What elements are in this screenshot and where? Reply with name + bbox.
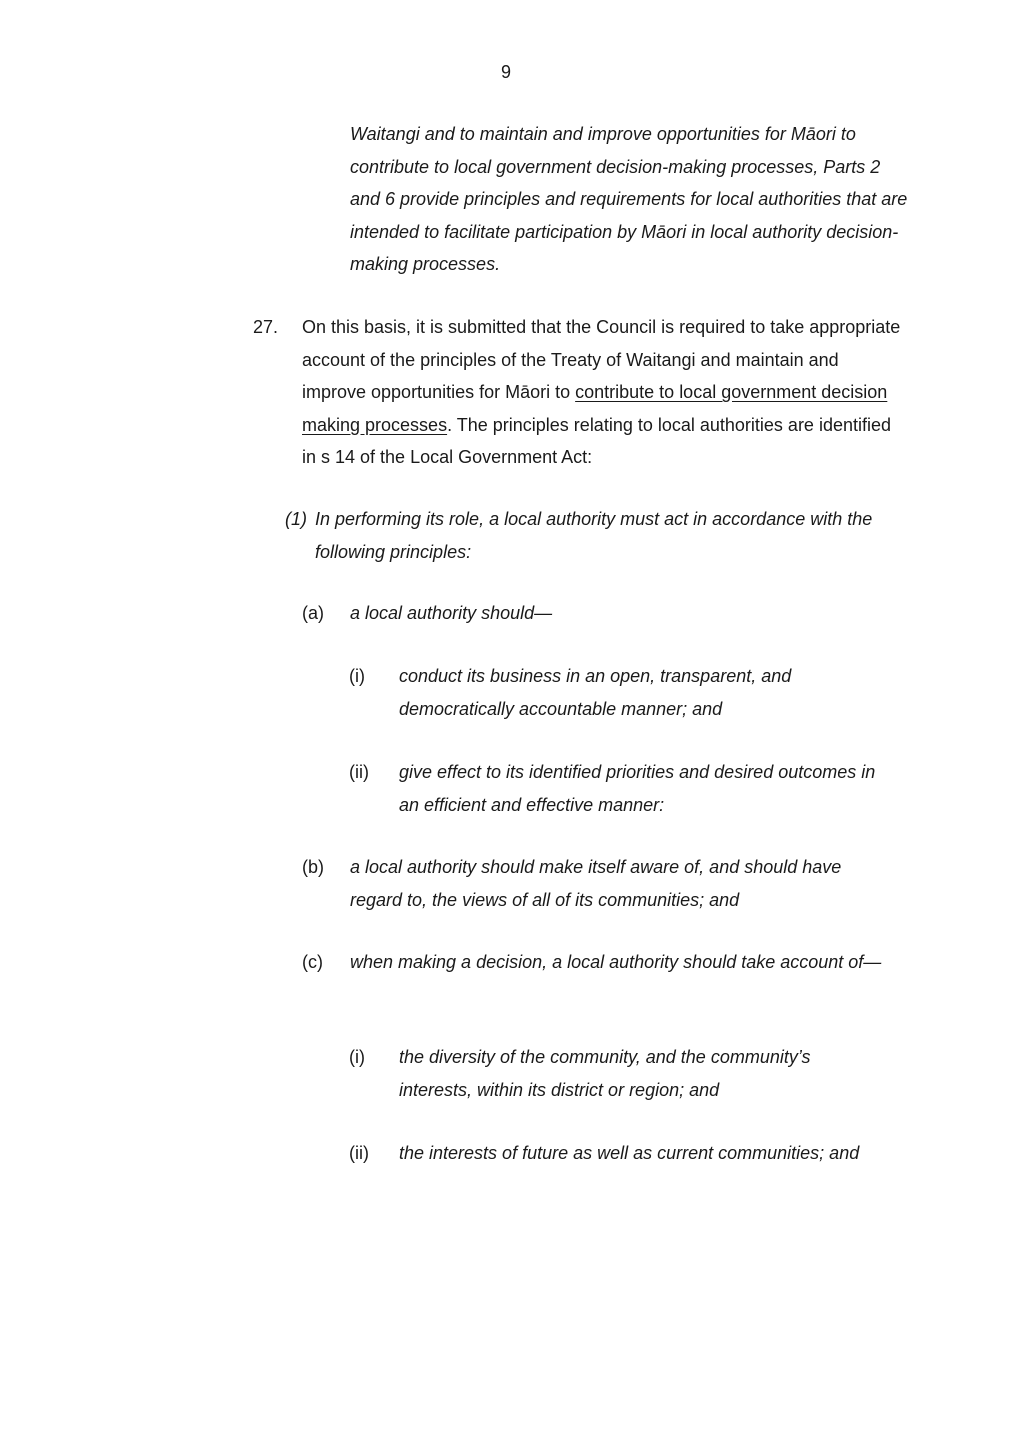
item-c-sub-ii-label: (ii) — [349, 1143, 369, 1163]
item-a-sub-i-text: conduct its business in an open, transparent, and democratically accountable manner; and — [399, 666, 792, 719]
item-a-sub-i-label: (i) — [349, 666, 365, 686]
item-c-sub-i-label: (i) — [349, 1047, 365, 1067]
item-a-sub-ii-text: give effect to its identified priorities and desired outcomes in an efficient and effective manner: — [399, 762, 876, 815]
item-a-sub-ii-label: (ii) — [349, 762, 369, 782]
item-c-sub-ii-text: the interests of future as well as current communities; and — [399, 1143, 860, 1163]
item-b-text: a local authority should make itself aware of, and should have regard to, the views of all of its communities; and — [350, 857, 842, 910]
paragraph-27-text-after: . The principles relating to local authorities are identified in s 14 of the Local Government Act: — [302, 414, 891, 467]
paragraph-27-body — [302, 311, 902, 474]
item-c-text: when making a decision, a local authority should take account of— — [350, 952, 882, 972]
item-c-sub-i-text: the diversity of the community, and the community’s interests, within its district or region; and — [399, 1047, 811, 1100]
paragraph-27-underlined-phrase: contribute to local government decision making processes — [302, 382, 888, 435]
item-a-label: (a) — [302, 603, 324, 623]
subsection-1-text: In performing its role, a local authority must act in accordance with the following principles: — [315, 509, 873, 562]
quoted-text-continuation: Waitangi and to maintain and improve opportunities for Māori to contribute to local government decision-making processes, Parts 2 and 6 provide principles and requirements for local authorities that are intended to facilitate participation by Māori in local authority decision-making processes. — [350, 124, 908, 274]
paragraph-number: 27. — [253, 317, 279, 337]
paragraph-27-text-before: On this basis, it is submitted that the Council is required to take appropriate account of the principles of the Treaty of Waitangi and maintain and improve opportunities for Māori to — [302, 317, 901, 402]
page-number: 9 — [500, 62, 511, 82]
item-b-label: (b) — [302, 857, 324, 877]
subsection-1-label: (1) — [285, 509, 307, 529]
item-a-text: a local authority should— — [350, 603, 553, 623]
item-c-label: (c) — [302, 952, 323, 972]
